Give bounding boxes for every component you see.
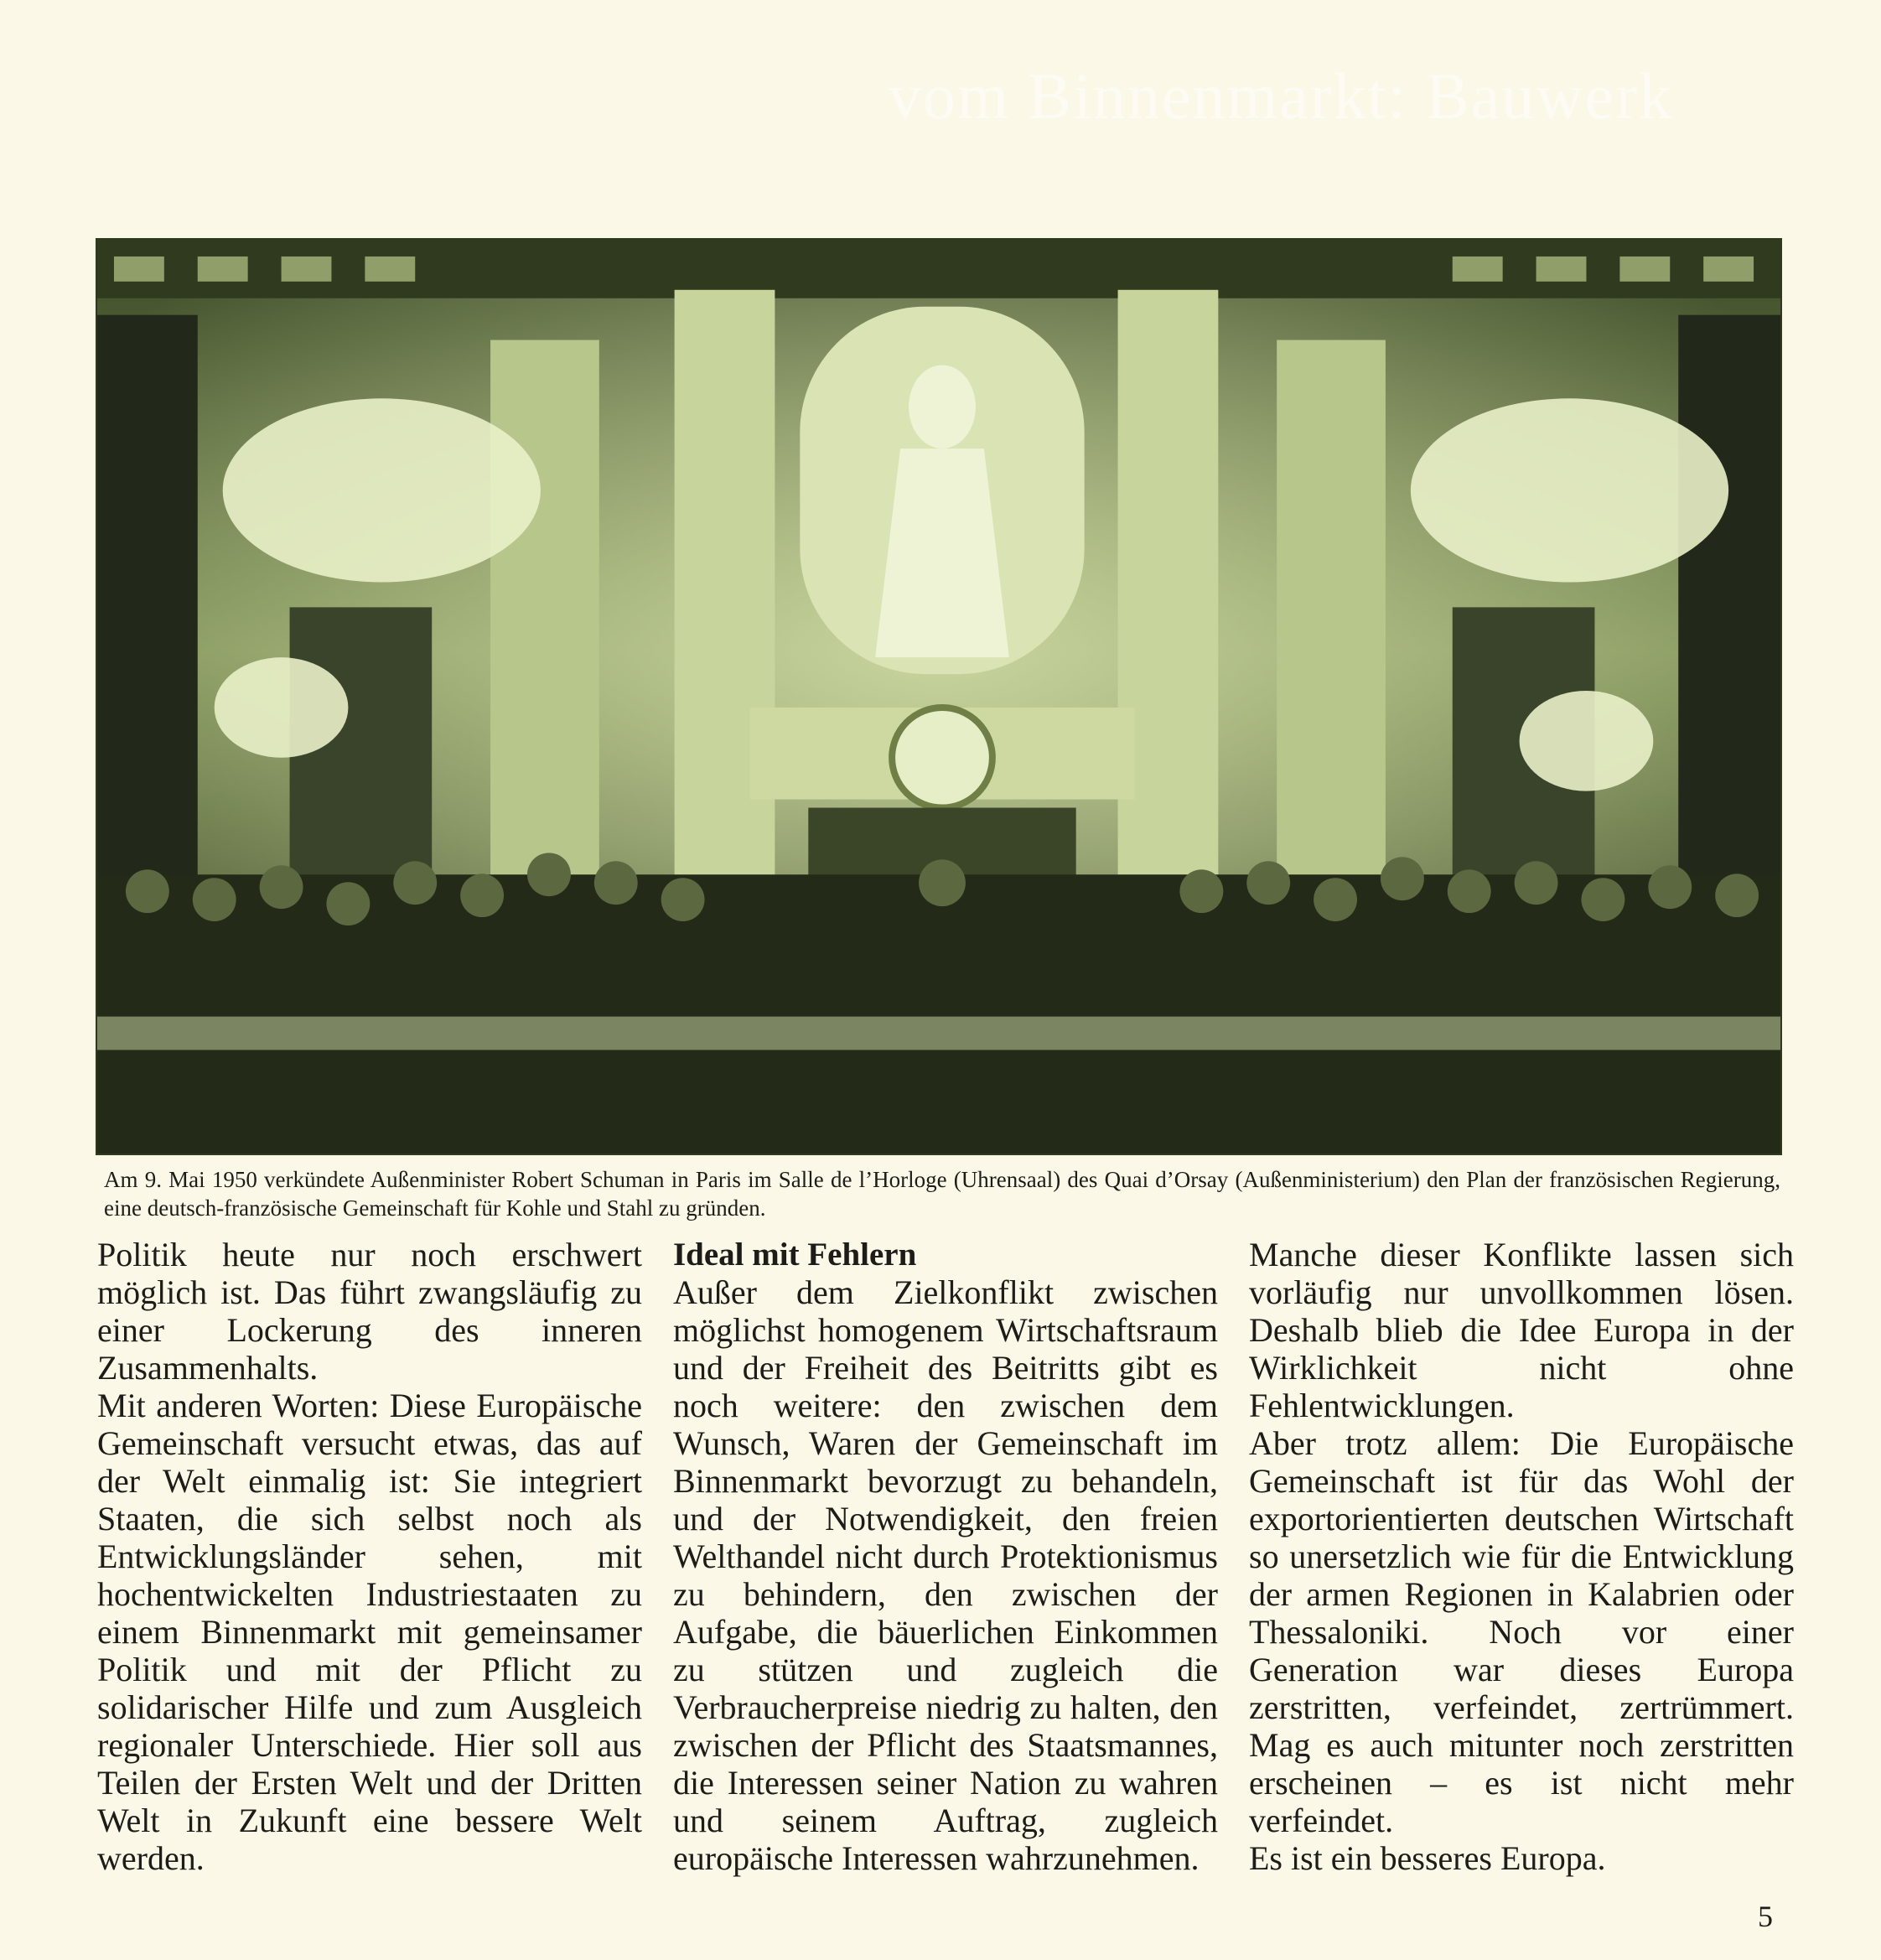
paragraph: Manche dieser Konflikte lassen sich vorläufig nur unvollkommen lösen. Deshalb blieb die Idee Europa in der Wirklichkeit nicht ohne Fehlentwicklungen. [1249,1236,1794,1424]
text-column-left [97,1236,642,1877]
photo-caption: Am 9. Mai 1950 verkündete Außenminister Robert Schuman in Paris im Salle de l’Horloge (Uhrensaal) des Quai d’Orsay (Außenministerium) den Plan der französischen Regierung, eine deutsch-französische Gemeinschaft für Kohle und Stahl zu gründen. [104,1167,1780,1221]
text-column-middle [673,1236,1218,1877]
historic-photo [96,238,1782,1155]
text-column-right [1249,1236,1794,1877]
paragraph: Politik heute nur noch erschwert möglich ist. Das führt zwangsläufig zu einer Lockerung des inneren Zusammenhalts. [97,1236,642,1387]
paragraph: Mit anderen Worten: Diese Europäische Gemeinschaft versucht etwas, das auf der Welt einmalig ist: Sie integriert Staaten, die sich selbst noch als Entwicklungsländer sehen, mit hochentwickelten Industriestaaten zu einem Binnenmarkt mit gemeinsamer Politik und mit der Pflicht zu solidarischer Hilfe und zum Ausgleich regionaler Unterschiede. Hier soll aus Teilen der Ersten Welt und der Dritten Welt in Zukunft eine bessere Welt werden. [97,1387,642,1877]
page-number: 5 [1758,1900,1773,1933]
paragraph: Aber trotz allem: Die Europäische Gemeinschaft ist für das Wohl der exportorientierten deutschen Wirtschaft so unersetzlich wie für die Entwicklung der armen Regionen in Kalabrien oder Thessaloniki. Noch vor einer Generation war dieses Europa zerstritten, verfeindet, zertrümmert. Mag es auch mitunter noch zerstritten erscheinen – es ist nicht mehr verfeindet. [1249,1424,1794,1839]
paragraph: Außer dem Zielkonflikt zwischen möglichst homogenem Wirtschaftsraum und der Freiheit des Beitritts gibt es noch weitere: den zwischen dem Wunsch, Waren der Gemeinschaft im Binnenmarkt bevorzugt zu behandeln, und der Notwendigkeit, den freien Welthandel nicht durch Protektionismus zu behindern, den zwischen der Aufgabe, die bäuerlichen Einkommen zu stützen und zugleich die Verbraucherpreise niedrig zu halten, den zwischen der Pflicht des Staatsmannes, die Interessen seiner Nation zu wahren und seinem Auftrag, zugleich europäische Interessen wahrzunehmen. [673,1273,1218,1877]
photo-illustration [97,240,1780,1154]
faded-heading: vom Binnenmarkt: Bauwerk [889,60,1674,132]
section-heading: Ideal mit Fehlern [673,1237,917,1273]
paragraph: Es ist ein besseres Europa. [1249,1839,1606,1877]
